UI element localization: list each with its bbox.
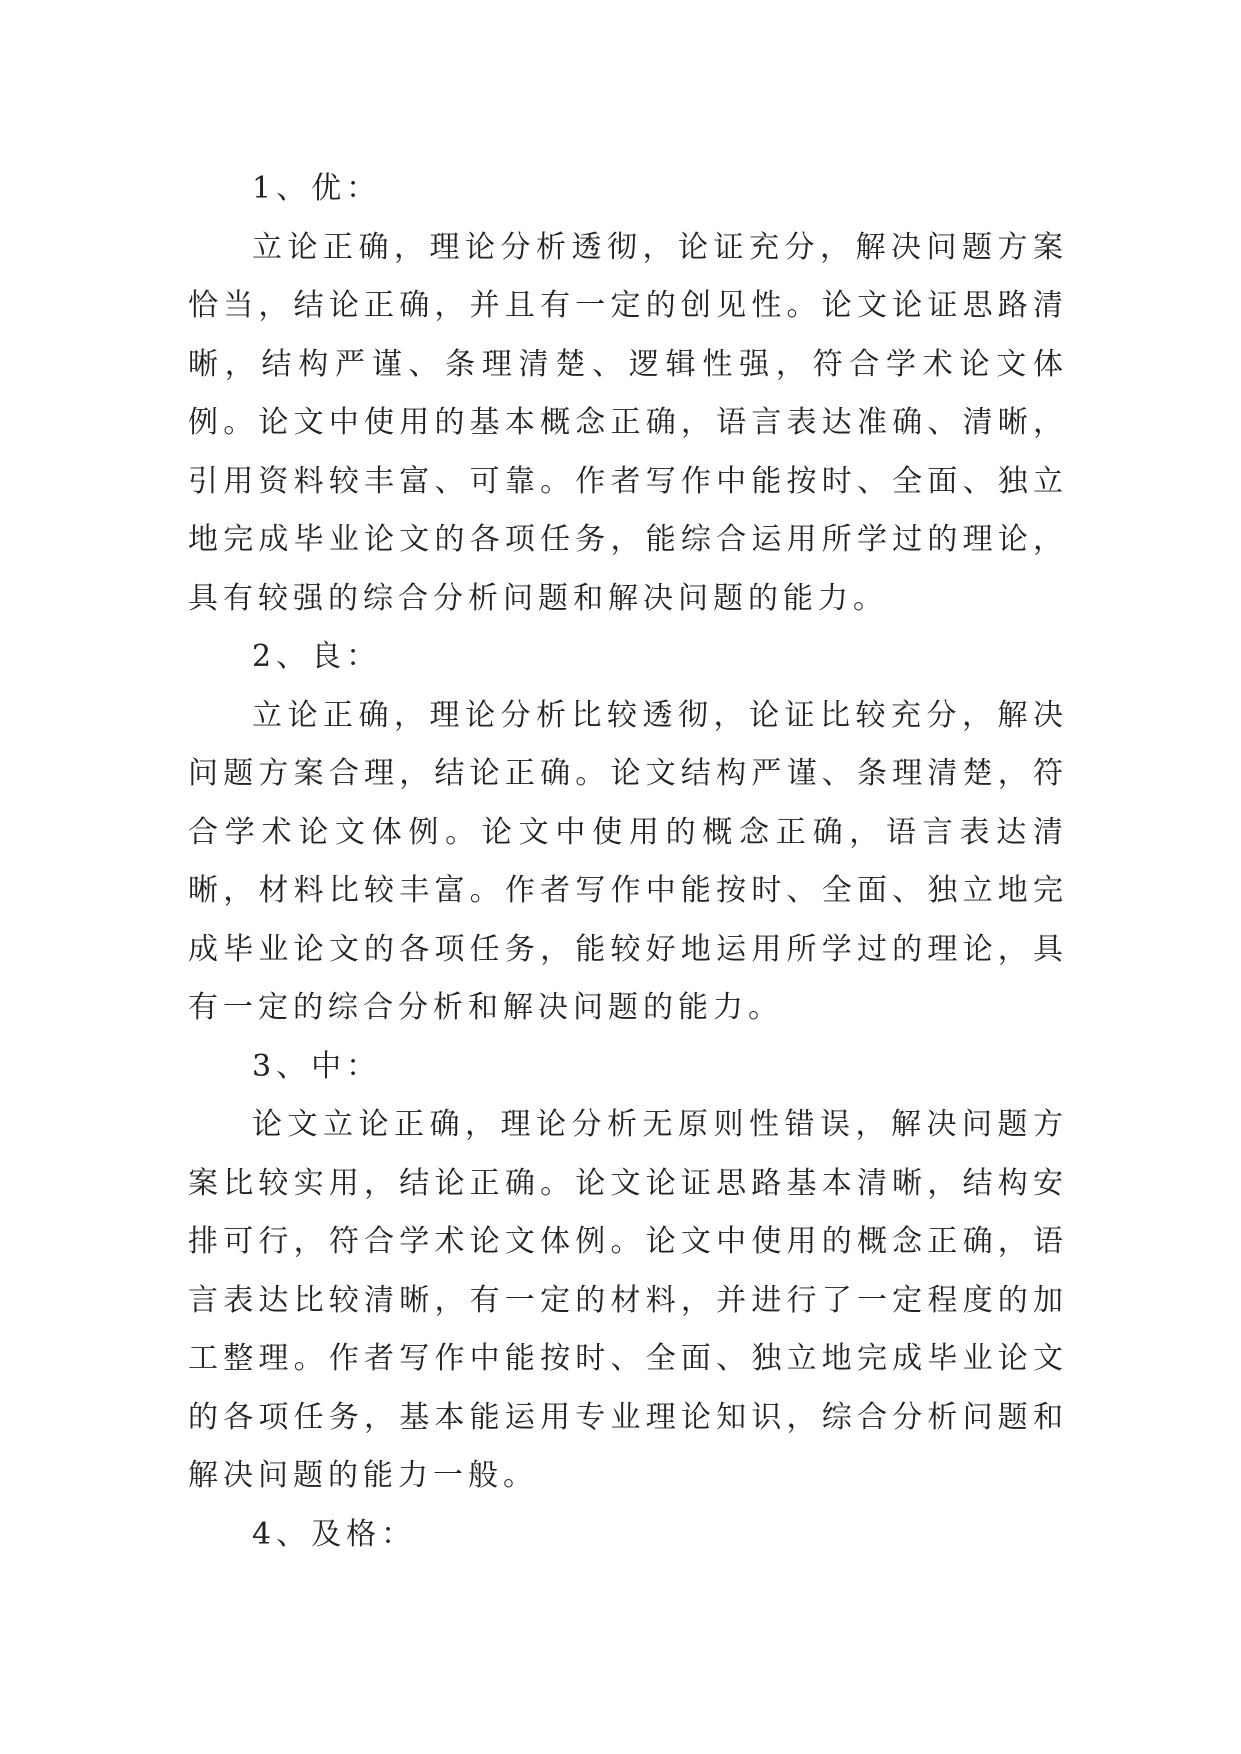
grade-description-excellent: 立论正确，理论分析透彻，论证充分，解决问题方案恰当，结论正确，并且有一定的创见性。论文论证思路清晰，结构严谨、条理清楚、逻辑性强，符合学术论文体例。论文中使用的基本概念正确，语言表达准确、清晰，引用资料较丰富、可靠。作者写作中能按时、全面、独立地完成毕业论文的各项任务，能综合运用所学过的理论，具有较强的综合分析问题和解决问题的能力。 xyxy=(188,229,1068,616)
grade-description-medium: 论文立论正确，理论分析无原则性错误，解决问题方案比较实用，结论正确。论文论证思路基本清晰，结构安排可行，符合学术论文体例。论文中使用的概念正确，语言表达比较清晰，有一定的材料，并进行了一定程度的加工整理。作者写作中能按时、全面、独立地完成毕业论文的各项任务，基本能运用专业理论知识，综合分析问题和解决问题的能力一般。 xyxy=(188,1107,1068,1493)
grade-heading-excellent: 1、优： xyxy=(252,171,382,206)
grade-heading-good: 2、良： xyxy=(252,639,382,674)
grade-heading-medium: 3、中： xyxy=(252,1048,382,1084)
document-body xyxy=(188,160,1068,1564)
grade-description-good: 立论正确，理论分析比较透彻，论证比较充分，解决问题方案合理，结论正确。论文结构严谨、条理清楚，符合学术论文体例。论文中使用的概念正确，语言表达清晰，材料比较丰富。作者写作中能按时、全面、独立地完成毕业论文的各项任务，能较好地运用所学过的理论，具有一定的综合分析和解决问题的能力。 xyxy=(188,697,1068,1025)
grade-heading-pass: 4、及格： xyxy=(252,1516,417,1552)
